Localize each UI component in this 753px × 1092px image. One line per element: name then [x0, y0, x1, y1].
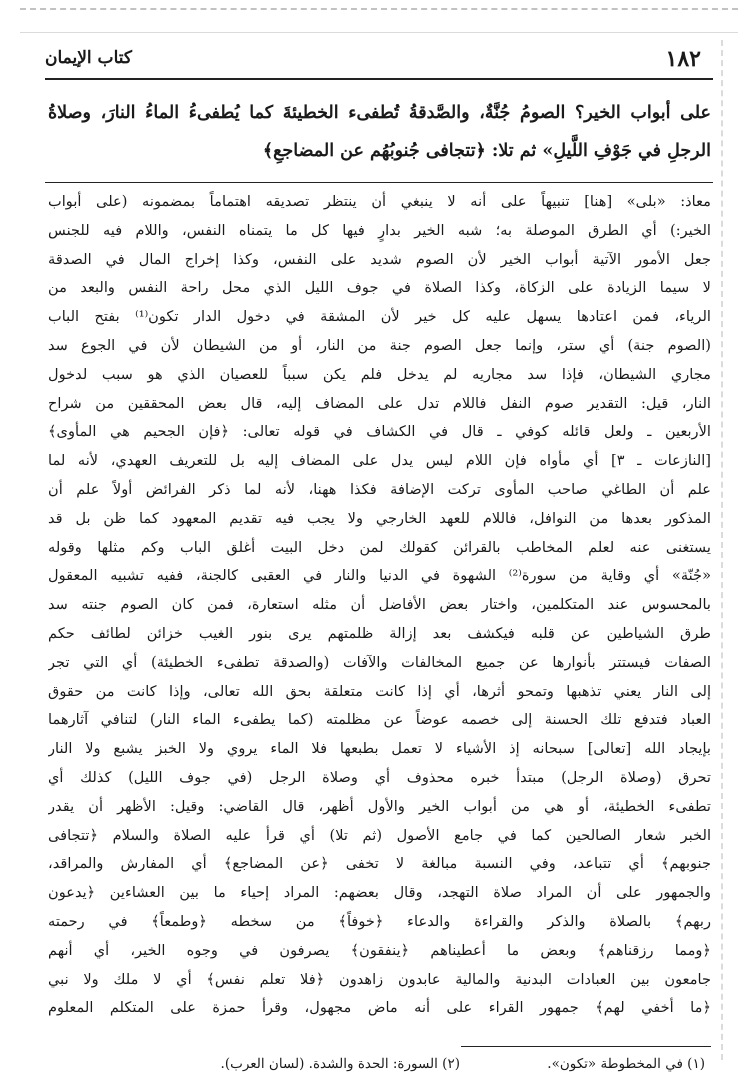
header-rule [45, 78, 713, 80]
commentary-line: ﴿ما أخفي لهم﴾ جمهور القراء على أنه ماض مجهول، وقرأ حمزة على المتكلم المعلوم [48, 999, 711, 1017]
commentary-line: جعل الأمور الآتية أبواب الخير لأن الصوم شديد على النفس، وكذا إخراج المال في الصدقة [48, 250, 711, 268]
commentary-line: جامعون بين العبادات البدنية والمالية عابدون زاهدون ﴿فلا تعلم نفس﴾ أي لا ملك ولا نبي [48, 970, 711, 988]
hadith-text [48, 94, 711, 170]
commentary-line: والجمهور على أن المراد صلاة التهجد، وقال بعضهم: المراد إحياء ما بين العشاءين ﴿يدعون [48, 884, 711, 902]
commentary-line: المذكور بعدها من النوافل، فاللام للعهد الخارجي ولا يجب فيه تقديم المعهود كما ظن بل قد [48, 509, 711, 527]
commentary-line: النار، قيل: التقدير صوم النفل فاللام تدل على المضاف إليه، قال بعض المحققين من شراح [48, 394, 711, 412]
commentary-line: «جُنّة» أي وقاية من سورة⁽²⁾ الشهوة في الدنيا والنار في العقبى كالجنة، ففيه تشبيه المعقول [48, 567, 711, 585]
commentary-line: ربهم﴾ بالصلاة والذكر والقراءة والدعاء ﴿خوفاً﴾ من سخطه ﴿وطمعاً﴾ في رحمته [48, 912, 711, 930]
commentary-line: يستغنى عنه لعلم المخاطب بالقرائن كقولك لمن دخل البيت أغلق الباب وكم مثلها وقوله [48, 538, 711, 556]
commentary-line: الرياء، فمن اعتادها يسهل عليه كل خير لأن المشقة في دخول الدار تكون⁽¹⁾ بفتح الباب [48, 308, 711, 326]
commentary-line: العباد فتدفع تلك الحسنة إلى خصمه عوضاً عن مظلمته (كما يطفىء الماء النار) لتنافي آثارهما [48, 711, 711, 729]
commentary-rule [45, 182, 713, 183]
commentary-line: علم أن الطاغي صاحب المأوى تركت الإضافة فكذا ههنا، لأنه لما ذكر الفرائض أولاً علم أن [48, 480, 711, 498]
book-title: كتاب الإيمان [45, 48, 132, 68]
commentary-line: لا سيما الزيادة على الزكاة، وكذا الصلاة في جوف الليل الذي محل راحة النفس والبعد من [48, 279, 711, 297]
commentary-line: إلى النار يعني تذهبها وتمحو أثرها، أي إذا كانت متعلقة بحق الله تعالى، وإذا كانت من حقوق [48, 682, 711, 700]
commentary-line: معاذ: «بلى» [هنا] تنبيهاً على أنه لا ينبغي أن ينتظر تصديقه اهتماماً بمضمونه (على أبواب [48, 193, 711, 210]
top-border-ornament [20, 8, 738, 33]
commentary-line: بإيجاد الله [تعالى] سبحانه إذ الأشياء لا تعمل بطبعها فلا الماء يروي ولا الخبز يشبع ولا النار [48, 740, 711, 758]
hadith-line: الرجلِ في جَوْفِ اللَّيلِ» ثم تلا: ﴿تتجافى جُنوبُهُم عن المضاجعِ﴾ [262, 141, 711, 161]
commentary-line: تطفىء الخطيئة، أو هي من أبواب الخير والأول أظهر، قال القاضي: وقيل: الأظهر أن يقدر [48, 797, 711, 815]
footnote-rule [461, 1046, 711, 1047]
page-header [45, 44, 701, 80]
commentary-line: (الصوم جنة) أي ستر، وإنما جعل الصوم جنة من النار، أو من الشيطان لأن في الجوع سد [48, 336, 711, 354]
commentary-line: [النازعات ـ ٣] أي مأواه فإن اللام ليس يدل على المضاف إليه بل للتعريف العهدي، لأنه لما [48, 452, 711, 470]
footnote-2: (٢) السورة: الحدة والشدة. (لسان العرب). [220, 1056, 460, 1072]
commentary-line: الخبر شعار الصالحين كما في جامع الأصول (ثم تلا) أي قرأ عليه الصلاة والسلام ﴿تتجافى [48, 826, 711, 844]
page-number: ١٨٢ [665, 46, 701, 72]
commentary-line: طرق الشياطين عن قلبه فيكشف بعد إزالة ظلمتهم يرى بنور الغيب خزائن لطائف حكم [48, 624, 711, 642]
commentary-line: بالمحسوس عند المتكلمين، واختار بعض الأفاضل أن مثله استعارة، فمن كان الصوم جنته سد [48, 596, 711, 614]
commentary-line: تحرق (وصلاة الرجل) مبتدأ خبره محذوف أي وصلاة الرجل (في جوف الليل) كذلك أي [48, 768, 711, 786]
commentary-line: الأربعين ـ ولعل قائله كوفي ـ قال في الكشاف في قوله تعالى: ﴿فإن الجحيم هي المأوى﴾ [48, 423, 711, 441]
commentary-line: مجاري الشيطان، فإذا سد مجاريه لم يدخل فلم يكن سبباً للعصيان الذي هو سبب لدخول [48, 365, 711, 383]
right-border-ornament [721, 40, 747, 1060]
commentary-line: ﴿ومما رزقناهم﴾ وبعض ما أعطيناهم ﴿ينفقون﴾ يصرفون في وجوه الخير، أي أنهم [48, 941, 711, 959]
footnote-1: (١) في المخطوطة «تكون». [547, 1056, 705, 1072]
commentary-line: الخير:) أي الطرق الموصلة به؛ شبه الخير بدارٍ فيها كل ما يتمناه النفس، واللام فيه للجنس [48, 221, 711, 239]
commentary-line: جنوبهم﴾ أي تتباعد، وفي النسبة مبالغة لا تخفى ﴿عن المضاجع﴾ أي المفارش والمراقد، [48, 855, 711, 873]
commentary-line: الصفات فيستتر بأنوارها عن جميع المخالفات والآفات (والصدقة تطفىء الخطيئة) أي التي تجر [48, 653, 711, 671]
hadith-line: على أبواب الخير؟ الصومُ جُنَّةٌ، والصَّدقةُ تُطفىء الخطيئةَ كما يُطفىءُ الماءُ النارَ، وصلاةُ [48, 103, 711, 123]
commentary-text [48, 188, 711, 1023]
